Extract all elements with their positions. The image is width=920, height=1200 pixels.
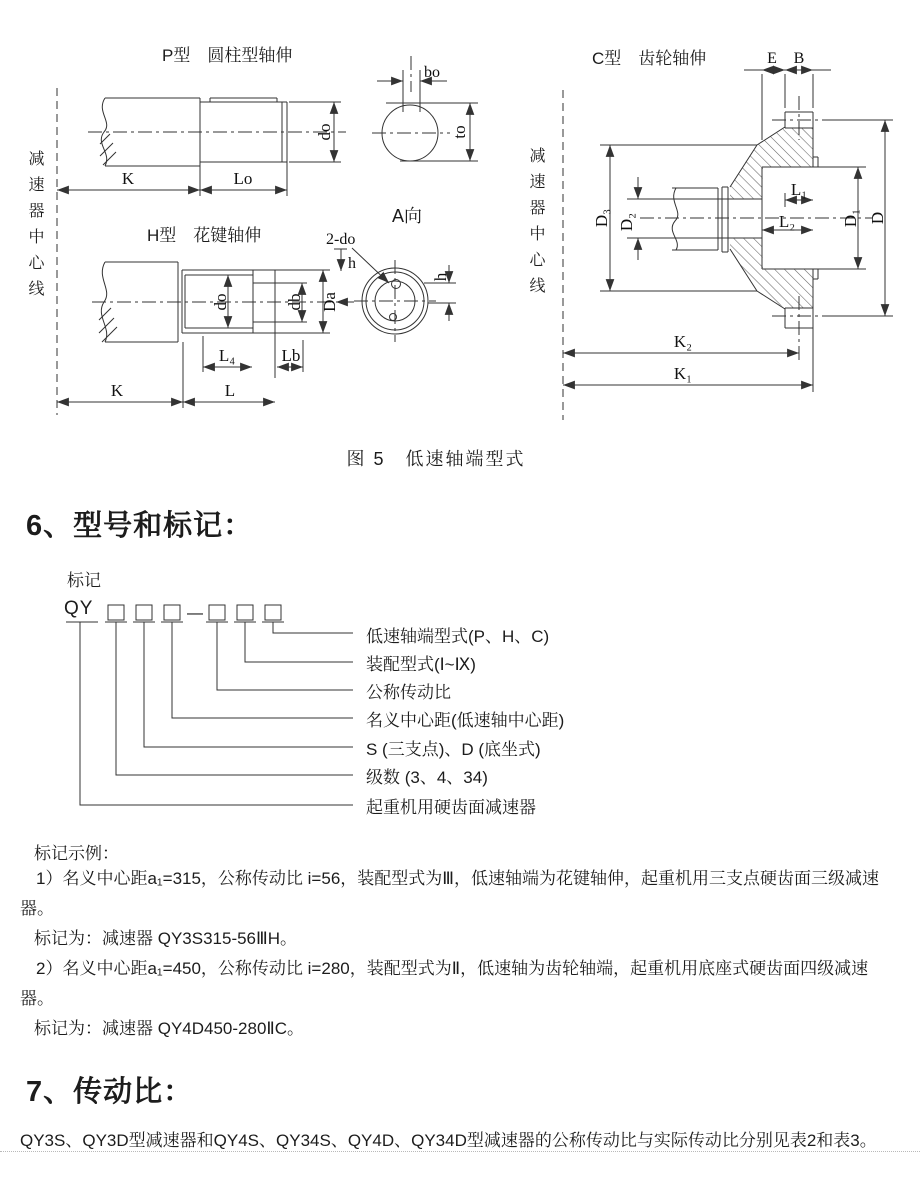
- centerline-label-right: 减速器中心线: [527, 147, 544, 303]
- dim-label-k-h: K: [110, 381, 124, 400]
- code-label-nominal-ratio: 公称传动比: [366, 683, 451, 702]
- dim-label-l1: L₁: [790, 180, 808, 199]
- dim-label-h-endview: h: [431, 272, 450, 282]
- code-separator: —: [187, 605, 203, 622]
- dim-label-k-p: K: [121, 169, 135, 188]
- dim-label-l2: L₂: [778, 212, 796, 231]
- bottom-rule: [0, 1151, 920, 1152]
- dim-label-to: to: [450, 125, 469, 139]
- c-view-drawing: [563, 50, 893, 420]
- p-view-title: P型 圆柱型轴伸: [162, 46, 293, 65]
- figure-caption: 图 5 低速轴端型式: [346, 449, 526, 469]
- dim-label-d: D: [868, 211, 887, 225]
- code-label-mount-type: S (三支点)、D (底坐式): [366, 740, 541, 759]
- dim-label-k2: K₂: [673, 332, 693, 351]
- centerline-label-left: 减速器中心线: [26, 150, 43, 306]
- h-view-drawing: [57, 231, 456, 408]
- example2-mark: 标记为：减速器 QY4D450-280ⅡC。: [34, 1019, 305, 1038]
- dim-label-bo: bo: [424, 64, 440, 81]
- h-view-title: H型 花键轴伸: [147, 226, 262, 245]
- dim-label-h-annot: h: [348, 255, 356, 272]
- c-view-title: C型 齿轮轴伸: [592, 49, 707, 68]
- dim-label-l: L: [224, 381, 236, 400]
- dim-label-d3: D₃: [592, 208, 611, 228]
- dim-label-do-p: do: [315, 123, 334, 141]
- dim-label-b: B: [793, 50, 805, 67]
- dim-label-k1: K₁: [673, 364, 693, 383]
- model-code-diagram: [66, 605, 353, 805]
- section6-heading: 6、型号和标记：: [26, 510, 254, 542]
- dim-label-da: Da: [320, 292, 339, 312]
- example1-mark: 标记为：减速器 QY3S315-56ⅢH。: [34, 929, 298, 948]
- dim-label-l4: L₄: [218, 346, 236, 365]
- dim-label-lo: Lo: [233, 169, 253, 188]
- examples-title: 标记示例：: [34, 844, 119, 863]
- dim-label-d2: D₂: [617, 212, 636, 232]
- code-label-center-distance: 名义中心距(低速轴中心距): [366, 711, 565, 730]
- example2-text: 2）名义中心距a₁=450，公称传动比 i=280，装配型式为Ⅱ，低速轴为齿轮轴端，起重机用底座式硬齿面四级减速器。: [20, 959, 869, 1008]
- code-label-stages: 级数 (3、4、34): [366, 768, 488, 787]
- code-prefix: QY: [64, 598, 94, 619]
- section7-heading: 7、传动比：: [26, 1076, 194, 1108]
- dim-label-db: db: [285, 293, 304, 311]
- dim-label-lb: Lb: [281, 346, 301, 365]
- marking-label: 标记: [67, 571, 101, 590]
- dim-label-2do: 2-do: [326, 231, 356, 248]
- section7-body: QY3S、QY3D型减速器和QY4S、QY34S、QY4D、QY34D型减速器的公称传动比与实际传动比分别见表2和表3。: [20, 1131, 877, 1150]
- a-view-title: A向: [392, 206, 423, 226]
- dim-label-e: E: [767, 50, 777, 67]
- a-view-drawing: [372, 56, 478, 161]
- code-label-shaft-end: 低速轴端型式(P、H、C): [366, 627, 550, 646]
- code-label-assembly: 装配型式(Ⅰ~Ⅸ): [366, 655, 476, 674]
- code-label-series: 起重机用硬齿面减速器: [366, 798, 536, 817]
- dim-label-do-h: do: [211, 293, 230, 311]
- example1-text: 1）名义中心距a₁=315，公称传动比 i=56，装配型式为Ⅲ，低速轴端为花键轴伸，起重机用三支点硬齿面三级减速器。: [20, 869, 879, 918]
- dim-label-d1: D₁: [841, 208, 860, 228]
